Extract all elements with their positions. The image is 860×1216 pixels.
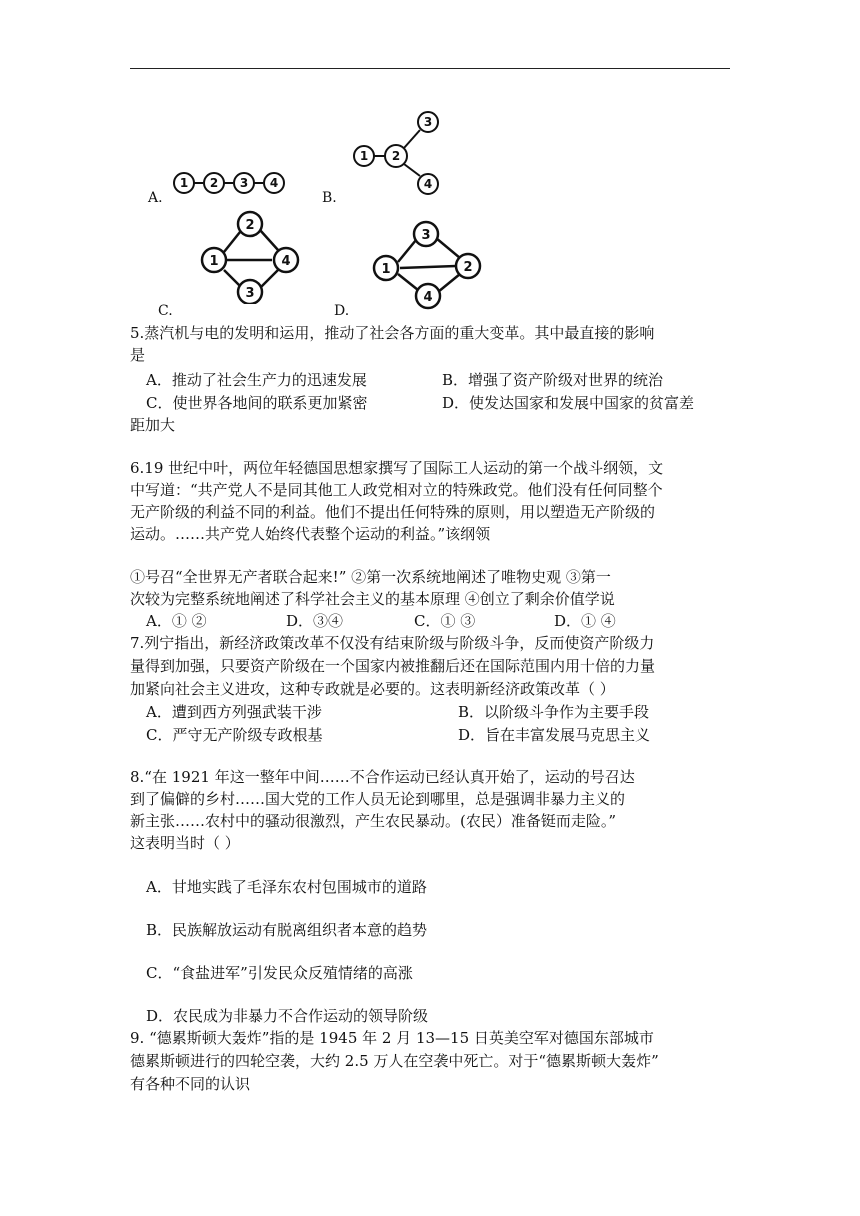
- q5-option-d-cont: 距加大: [130, 416, 176, 434]
- q5-stem-line2: 是: [130, 346, 146, 364]
- option-a-label: A.: [148, 190, 163, 206]
- q5-option-b: B．增强了资产阶级对世界的统治: [442, 371, 664, 389]
- q7-line3: 加紧向社会主义进攻，这种专政就是必要的。这表明新经济政策改革（ ）: [130, 680, 615, 698]
- q8-option-d: D．农民成为非暴力不合作运动的领导阶级: [146, 1007, 429, 1025]
- q5-stem-line1: 5.蒸汽机与电的发明和运用，推动了社会各方面的重大变革。其中最直接的影响: [130, 324, 655, 342]
- q7-option-d: D．旨在丰富发展马克思主义: [458, 726, 651, 744]
- q7-option-b: B．以阶级斗争作为主要手段: [458, 703, 650, 721]
- svg-text:3: 3: [239, 176, 249, 190]
- option-c-label: C.: [158, 303, 173, 319]
- q6-option-b: D．③④: [286, 612, 344, 630]
- q8-option-a: A．甘地实践了毛泽东农村包围城市的道路: [146, 878, 427, 896]
- svg-text:1: 1: [209, 254, 219, 269]
- q7-line1: 7.列宁指出，新经济政策改革不仅没有结束阶级与阶级斗争，反而使资产阶级力: [130, 634, 655, 652]
- q8-option-c: C．“食盐进军”引发民众反殖情绪的高涨: [146, 964, 413, 982]
- svg-text:3: 3: [421, 228, 431, 243]
- diagram-a: [170, 166, 290, 200]
- svg-text:4: 4: [423, 290, 433, 305]
- svg-text:2: 2: [209, 176, 219, 190]
- q7-line2: 量得到加强，只要资产阶级在一个国家内被推翻后还在国际范围内用十倍的力量: [130, 657, 656, 675]
- q6-line2: 中写道：“共产党人不是同其他工人政党相对立的特殊政党。他们没有任何同整个: [130, 481, 663, 499]
- q9-line1: 9. “德累斯顿大轰炸”指的是 1945 年 2 月 13—15 日英美空军对德国东部城市: [130, 1029, 654, 1047]
- q5-option-d: D．使发达国家和发展中国家的贫富差: [442, 394, 695, 412]
- svg-text:4: 4: [269, 176, 279, 190]
- q9-line3: 有各种不同的认识: [130, 1075, 251, 1093]
- svg-text:1: 1: [359, 149, 369, 163]
- q7-option-a: A．遭到西方列强武装干涉: [146, 703, 322, 721]
- q6-items-line2: 次较为完整系统地阐述了科学社会主义的基本原理 ④创立了剩余价值学说: [130, 590, 615, 608]
- q8-line4: 这表明当时（ ）: [130, 834, 240, 852]
- svg-text:4: 4: [281, 254, 291, 269]
- svg-text:2: 2: [463, 260, 473, 275]
- header-rule: [130, 68, 730, 69]
- q8-line2: 到了偏僻的乡村……国大党的工作人员无论到哪里，总是强调非暴力主义的: [130, 790, 626, 808]
- option-d-label: D.: [334, 303, 350, 319]
- svg-text:4: 4: [423, 177, 433, 191]
- svg-text:3: 3: [245, 286, 255, 301]
- svg-text:2: 2: [245, 218, 255, 233]
- q9-line2: 德累斯顿进行的四轮空袭，大约 2.5 万人在空袭中死亡。对于“德累斯顿大轰炸”: [130, 1052, 659, 1070]
- q8-line3: 新主张……农村中的骚动很激烈，产生农民暴动。(农民）准备铤而走险。”: [130, 812, 617, 830]
- svg-text:2: 2: [391, 149, 401, 163]
- svg-text:1: 1: [381, 262, 391, 277]
- option-b-label: B.: [322, 190, 337, 206]
- q6-option-d: D．① ④: [554, 612, 616, 630]
- q8-option-b: B．民族解放运动有脱离组织者本意的趋势: [146, 921, 428, 939]
- q5-option-c: C．使世界各地间的联系更加紧密: [146, 394, 368, 412]
- q6-option-a: A．① ②: [146, 612, 207, 630]
- q6-line1: 6.19 世纪中叶，两位年轻德国思想家撰写了国际工人运动的第一个战斗纲领，文: [130, 459, 664, 477]
- svg-text:3: 3: [423, 115, 433, 129]
- q7-option-c: C．严守无产阶级专政根基: [146, 726, 323, 744]
- q6-option-c: C．① ③: [414, 612, 476, 630]
- diagram-c: [194, 208, 306, 304]
- svg-text:1: 1: [179, 176, 189, 190]
- q8-line1: 8.“在 1921 年这一整年中间……不合作运动已经认真开始了，运动的号召达: [130, 768, 635, 786]
- q6-line3: 无产阶级的利益不同的利益。他们不提出任何特殊的原则，用以塑造无产阶级的: [130, 503, 656, 521]
- q6-items-line1: ①号召“全世界无产者联合起来!” ②第一次系统地阐述了唯物史观 ③第一: [130, 568, 611, 586]
- q6-line4: 运动。……共产党人始终代表整个运动的利益。”该纲领: [130, 525, 491, 543]
- q5-option-a: A．推动了社会生产力的迅速发展: [146, 371, 367, 389]
- diagram-b: [348, 104, 448, 199]
- diagram-d: [366, 220, 490, 310]
